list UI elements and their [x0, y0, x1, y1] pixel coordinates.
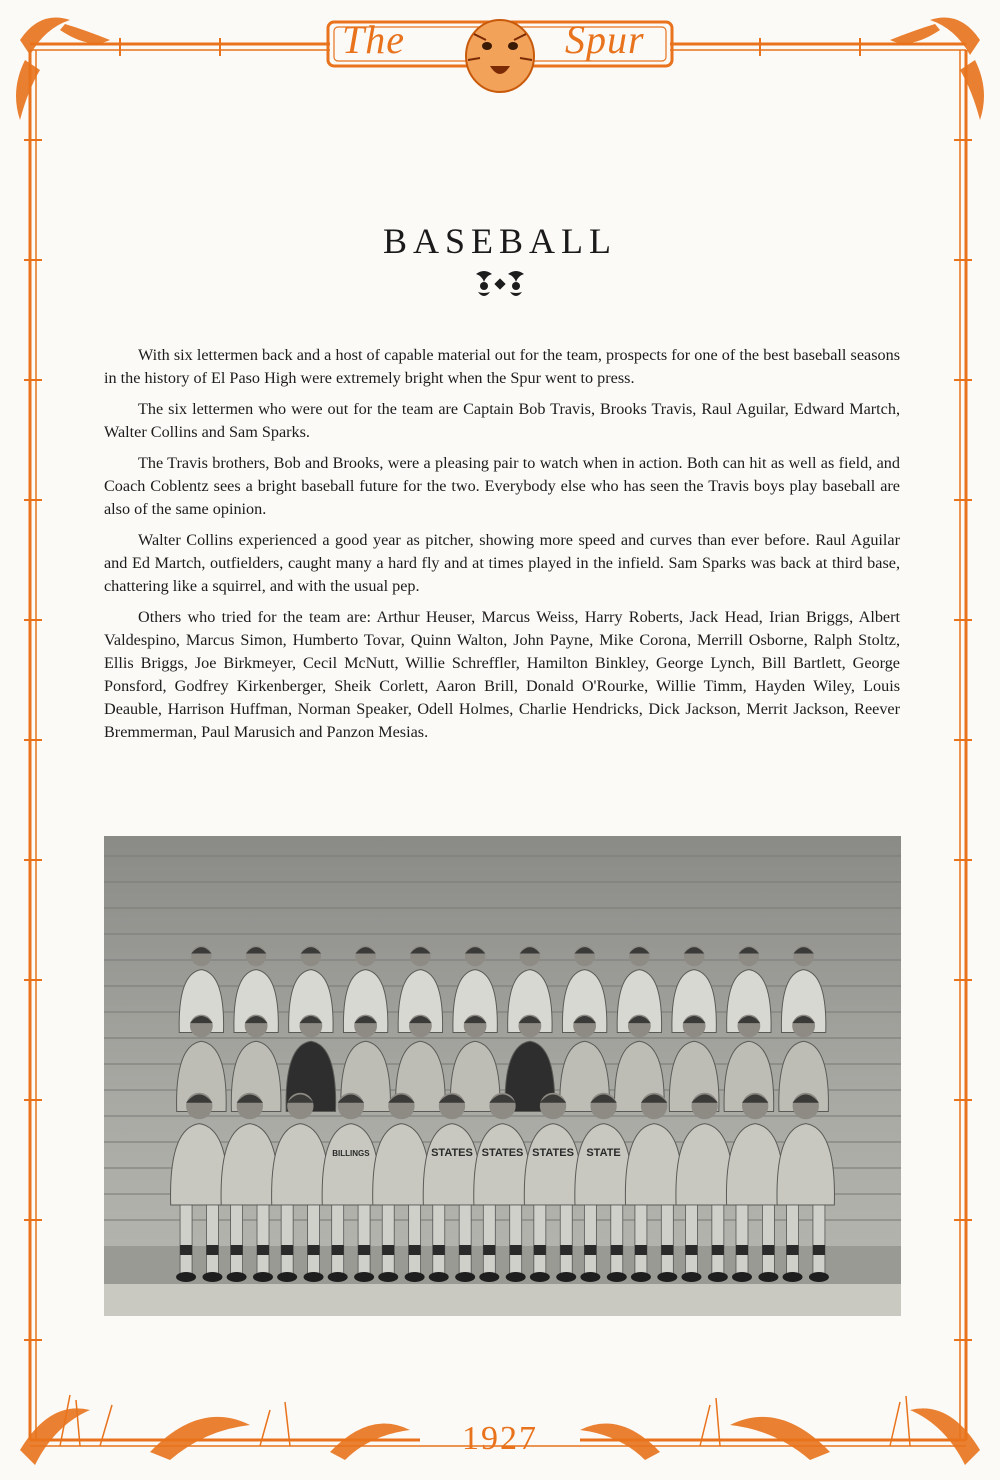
player-shoe — [227, 1272, 247, 1282]
player-shoe — [328, 1272, 348, 1282]
player-shoe — [378, 1272, 398, 1282]
player-leg — [712, 1205, 724, 1275]
player-shoe — [506, 1272, 526, 1282]
player-leg — [332, 1205, 344, 1275]
player-sock-stripe — [358, 1245, 370, 1255]
player-leg — [584, 1205, 596, 1275]
player-sock-stripe — [762, 1245, 774, 1255]
player-sock-stripe — [483, 1245, 495, 1255]
jersey-lettering: STATES — [532, 1147, 574, 1159]
player-sock-stripe — [584, 1245, 596, 1255]
jersey-lettering: STATE — [586, 1147, 621, 1159]
player-sock-stripe — [560, 1245, 572, 1255]
player-leg — [281, 1205, 293, 1275]
player-shoe — [304, 1272, 324, 1282]
player-shoe — [732, 1272, 752, 1282]
player-sock-stripe — [685, 1245, 697, 1255]
paragraph-2: The six lettermen who were out for the team are Captain Bob Travis, Brooks Travis, Raul Aguilar, Edward Martch, Walter Collins and Sam Sparks. — [104, 400, 900, 441]
tiger-head-icon — [466, 20, 534, 92]
player-sock-stripe — [661, 1245, 673, 1255]
player-sock-stripe — [332, 1245, 344, 1255]
player-sock-stripe — [409, 1245, 421, 1255]
player-sock-stripe — [635, 1245, 647, 1255]
player-shoe — [631, 1272, 651, 1282]
player-leg — [736, 1205, 748, 1275]
player-sock-stripe — [611, 1245, 623, 1255]
player-shoe — [607, 1272, 627, 1282]
player-shoe — [708, 1272, 728, 1282]
player-sock-stripe — [736, 1245, 748, 1255]
player-sock-stripe — [534, 1245, 546, 1255]
banner-the: The — [342, 17, 405, 62]
player-shoe — [479, 1272, 499, 1282]
player-shoe — [405, 1272, 425, 1282]
player-leg — [180, 1205, 192, 1275]
player-leg — [206, 1205, 218, 1275]
player-sock-stripe — [231, 1245, 243, 1255]
player-shoe — [202, 1272, 222, 1282]
player-shoe — [176, 1272, 196, 1282]
player-shoe — [657, 1272, 677, 1282]
player-leg — [762, 1205, 774, 1275]
player-shoe — [277, 1272, 297, 1282]
player-leg — [308, 1205, 320, 1275]
jersey-lettering: BILLINGS — [332, 1149, 370, 1158]
player-shoe — [580, 1272, 600, 1282]
player-sock-stripe — [206, 1245, 218, 1255]
player-leg — [231, 1205, 243, 1275]
paragraph-3: The Travis brothers, Bob and Brooks, were a pleasing pair to watch when in action. Both can hit as well as field, and Coach Coblentz sees a bright baseball future for the two. Everybody else who has seen the Travis boys play baseball are also of the same opinion. — [104, 454, 900, 518]
article-body — [104, 344, 900, 752]
player-leg — [459, 1205, 471, 1275]
player-shoe — [758, 1272, 778, 1282]
player-leg — [611, 1205, 623, 1275]
player-leg — [685, 1205, 697, 1275]
player-sock-stripe — [787, 1245, 799, 1255]
player-sock-stripe — [433, 1245, 445, 1255]
player-sock-stripe — [382, 1245, 394, 1255]
paragraph-4: Walter Collins experienced a good year as pitcher, showing more speed and curves than ever before. Raul Aguilar and Ed Martch, outfielders, caught many a hard fly and at times played in the infield. Sam Sparks was back at third base, chattering like a squirrel, and with the usual pep. — [104, 531, 900, 595]
jersey-lettering: STATES — [481, 1147, 524, 1159]
player-sock-stripe — [180, 1245, 192, 1255]
player-shoe — [253, 1272, 273, 1282]
player-sock-stripe — [308, 1245, 320, 1255]
player-shoe — [530, 1272, 550, 1282]
player-sock-stripe — [510, 1245, 522, 1255]
player-leg — [433, 1205, 445, 1275]
player-shoe — [556, 1272, 576, 1282]
player-leg — [635, 1205, 647, 1275]
player-leg — [382, 1205, 394, 1275]
player-leg — [787, 1205, 799, 1275]
paragraph-1: With six lettermen back and a host of capable material out for the team, prospects for one of the best baseball seasons in the history of El Paso High were extremely bright when the Spur went to press. — [104, 346, 900, 387]
player-leg — [257, 1205, 269, 1275]
player-sock-stripe — [281, 1245, 293, 1255]
fleuron-ornament-icon — [470, 266, 530, 302]
player-shoe — [681, 1272, 701, 1282]
player-shoe — [809, 1272, 829, 1282]
player-leg — [560, 1205, 572, 1275]
player-leg — [813, 1205, 825, 1275]
player-sock-stripe — [813, 1245, 825, 1255]
player-shoe — [783, 1272, 803, 1282]
year-label: 1927 — [462, 1420, 538, 1457]
banner-spur: Spur — [565, 17, 645, 62]
player-shoe — [429, 1272, 449, 1282]
player-leg — [483, 1205, 495, 1275]
player-sock-stripe — [459, 1245, 471, 1255]
player-leg — [534, 1205, 546, 1275]
player-sock-stripe — [712, 1245, 724, 1255]
player-leg — [510, 1205, 522, 1275]
player-leg — [409, 1205, 421, 1275]
player-shoe — [354, 1272, 374, 1282]
player-leg — [358, 1205, 370, 1275]
team-photograph — [104, 836, 901, 1316]
paragraph-5: Others who tried for the team are: Arthur Heuser, Marcus Weiss, Harry Roberts, Jack Head, Irian Briggs, Albert Valdespino, Marcus Simon, Humberto Tovar, Quinn Walton, John Payne, Mike Corona, Merrill Osborne, Ralph Stoltz, Ellis Briggs, Joe Birkmeyer, Cecil McNutt, Willie Schreffler, Hamilton Binkley, George Lynch, Bill Bartlett, George Ponsford, Godfrey Kirkenberger, Sheik Corlett, Aaron Brill, Donald O'Rourke, Willie Timm, Hayden Wiley, Louis Deauble, Harrison Huffman, Norman Speaker, Odell Holmes, Charlie Hendricks, Dick Jackson, Merrit Jackson, Reever Bremmerman, Paul Marusich and Panzon Mesias. — [104, 608, 900, 741]
jersey-lettering: STATES — [431, 1147, 473, 1159]
page-title: BASEBALL — [382, 221, 617, 262]
player-shoe — [455, 1272, 475, 1282]
player-leg — [661, 1205, 673, 1275]
player-sock-stripe — [257, 1245, 269, 1255]
